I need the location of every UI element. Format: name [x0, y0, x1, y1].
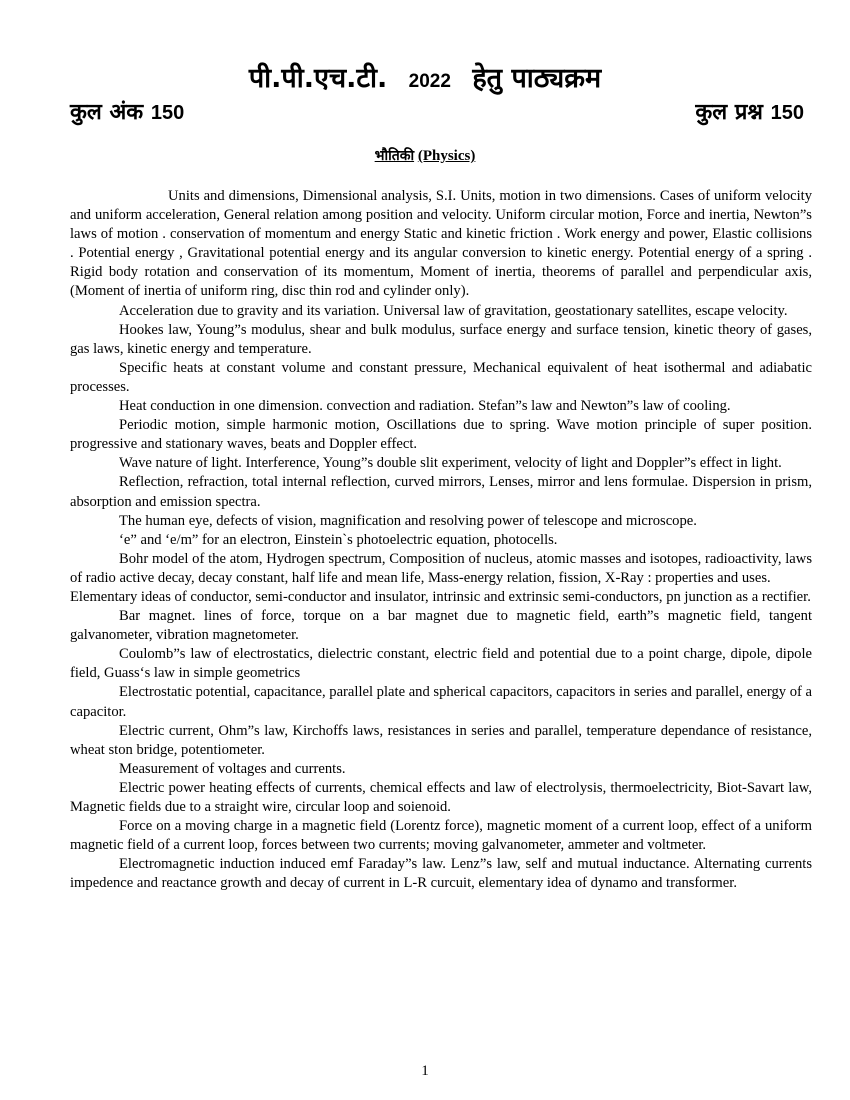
title-syllabus-word: हेतु पाठ्यक्रम — [472, 63, 602, 94]
title-abbreviation: पी.पी.एच.टी. — [248, 63, 388, 94]
subject-hindi: भौतिकी — [374, 148, 415, 164]
syllabus-paragraph: Coulomb”s law of electrostatics, dielectric constant, electric field and potential due to a point charge, dipole, dipole field, Guass‘s law in simple geometrics — [70, 646, 812, 682]
syllabus-paragraph: Elementary ideas of conductor, semi-conductor and insulator, intrinsic and extrinsic semi-conductors, pn junction as a rectifier. — [70, 588, 811, 605]
syllabus-paragraph: Periodic motion, simple harmonic motion, Oscillations due to spring. Wave motion principle of super position. progressive and stationary waves, beats and Doppler effect. — [70, 417, 812, 453]
total-marks-value: 150 — [150, 102, 185, 124]
syllabus-paragraph: Bohr model of the atom, Hydrogen spectrum, Composition of nucleus, atomic masses and isotopes, radioactivity, laws of radio active decay, decay constant, half life and mean life, Mass-energy relation, fission, X-Ray : properties and uses. — [70, 550, 812, 586]
title-year: 2022 — [408, 71, 451, 92]
total-questions-value: 150 — [770, 102, 804, 124]
syllabus-paragraph: Force on a moving charge in a magnetic field (Lorentz force), magnetic moment of a current loop, effect of a uniform magnetic field of a current loop, forces between two currents; moving galvanometer, ammeter and voltmeter. — [70, 818, 812, 854]
syllabus-paragraph: Wave nature of light. Interference, Young”s double slit experiment, velocity of light and Doppler”s effect in light. — [119, 455, 782, 472]
subject-english: (Physics) — [417, 148, 476, 164]
subject-heading — [0, 146, 850, 165]
syllabus-paragraph: Electromagnetic induction induced emf Faraday”s law. Lenz”s law, self and mutual inductance. Alternating currents impedence and reactance growth and decay of current in L-R curcuit, elementary idea of dynamo and transformer. — [70, 856, 812, 892]
syllabus-paragraph: Hookes law, Young”s modulus, shear and bulk modulus, surface energy and surface tension, kinetic theory of gases, gas laws, kinetic energy and temperature. — [70, 321, 812, 357]
syllabus-paragraph: Heat conduction in one dimension. convection and radiation. Stefan”s law and Newton”s law of cooling. — [119, 398, 731, 415]
page-number: 1 — [421, 1063, 429, 1079]
total-questions — [695, 96, 804, 126]
syllabus-paragraph: The human eye, defects of vision, magnification and resolving power of telescope and microscope. — [119, 512, 697, 529]
page-title — [0, 58, 850, 95]
total-questions-label: कुल प्रश्न — [695, 100, 763, 125]
syllabus-paragraph: Electric power heating effects of currents, chemical effects and law of electrolysis, thermoelectricity, Biot-Savart law, Magnetic fields due to a straight wire, circular loop and soienoid. — [70, 779, 812, 815]
total-marks-label: कुल अंक — [70, 100, 144, 125]
syllabus-paragraph: Reflection, refraction, total internal reflection, curved mirrors, Lenses, mirror and lens formulae. Dispersion in prism, absorption and emission spectra. — [70, 474, 812, 510]
syllabus-paragraph: Electrostatic potential, capacitance, parallel plate and spherical capacitors, capacitors in series and parallel, energy of a capacitor. — [70, 684, 813, 720]
syllabus-paragraph: ‘e” and ‘e/m” for an electron, Einstein`s photoelectric equation, photocells. — [119, 531, 558, 548]
syllabus-paragraph: Specific heats at constant volume and constant pressure, Mechanical equivalent of heat isothermal and adiabatic processes. — [70, 359, 812, 395]
syllabus-paragraph: Electric current, Ohm”s law, Kirchoffs laws, resistances in series and parallel, temperature dependance of resistance, wheat ston bridge, potentiometer. — [70, 722, 812, 758]
syllabus-paragraph: Bar magnet. lines of force, torque on a bar magnet due to magnetic field, earth”s magnetic field, tangent galvanometer, vibration magnetometer. — [70, 608, 812, 644]
syllabus-paragraph: Units and dimensions, Dimensional analysis, S.I. Units, motion in two dimensions. Cases of uniform velocity and uniform acceleration, General relation among position and velocity. Uniform circular motion, Force and inertia, Newton”s laws of motion . conservation of momentum and energy Static and kinetic friction . Work energy and power, Elastic collisions . Potential energy , Gravitational potential energy and its angular conversion to kinetic energy. Potential energy of a spring . Rigid body rotation and conservation of its momentum, Moment of inertia, theorems of parallel and perpendicular axis, (Moment of inertia of uniform ring, disc thin rod and cylinder only). — [70, 188, 812, 300]
syllabus-paragraph: Measurement of voltages and currents. — [119, 760, 346, 777]
syllabus-paragraph: Acceleration due to gravity and its variation. Universal law of gravitation, geostationary satellites, escape velocity. — [119, 302, 788, 319]
total-marks — [70, 96, 184, 126]
syllabus-body — [70, 187, 812, 893]
